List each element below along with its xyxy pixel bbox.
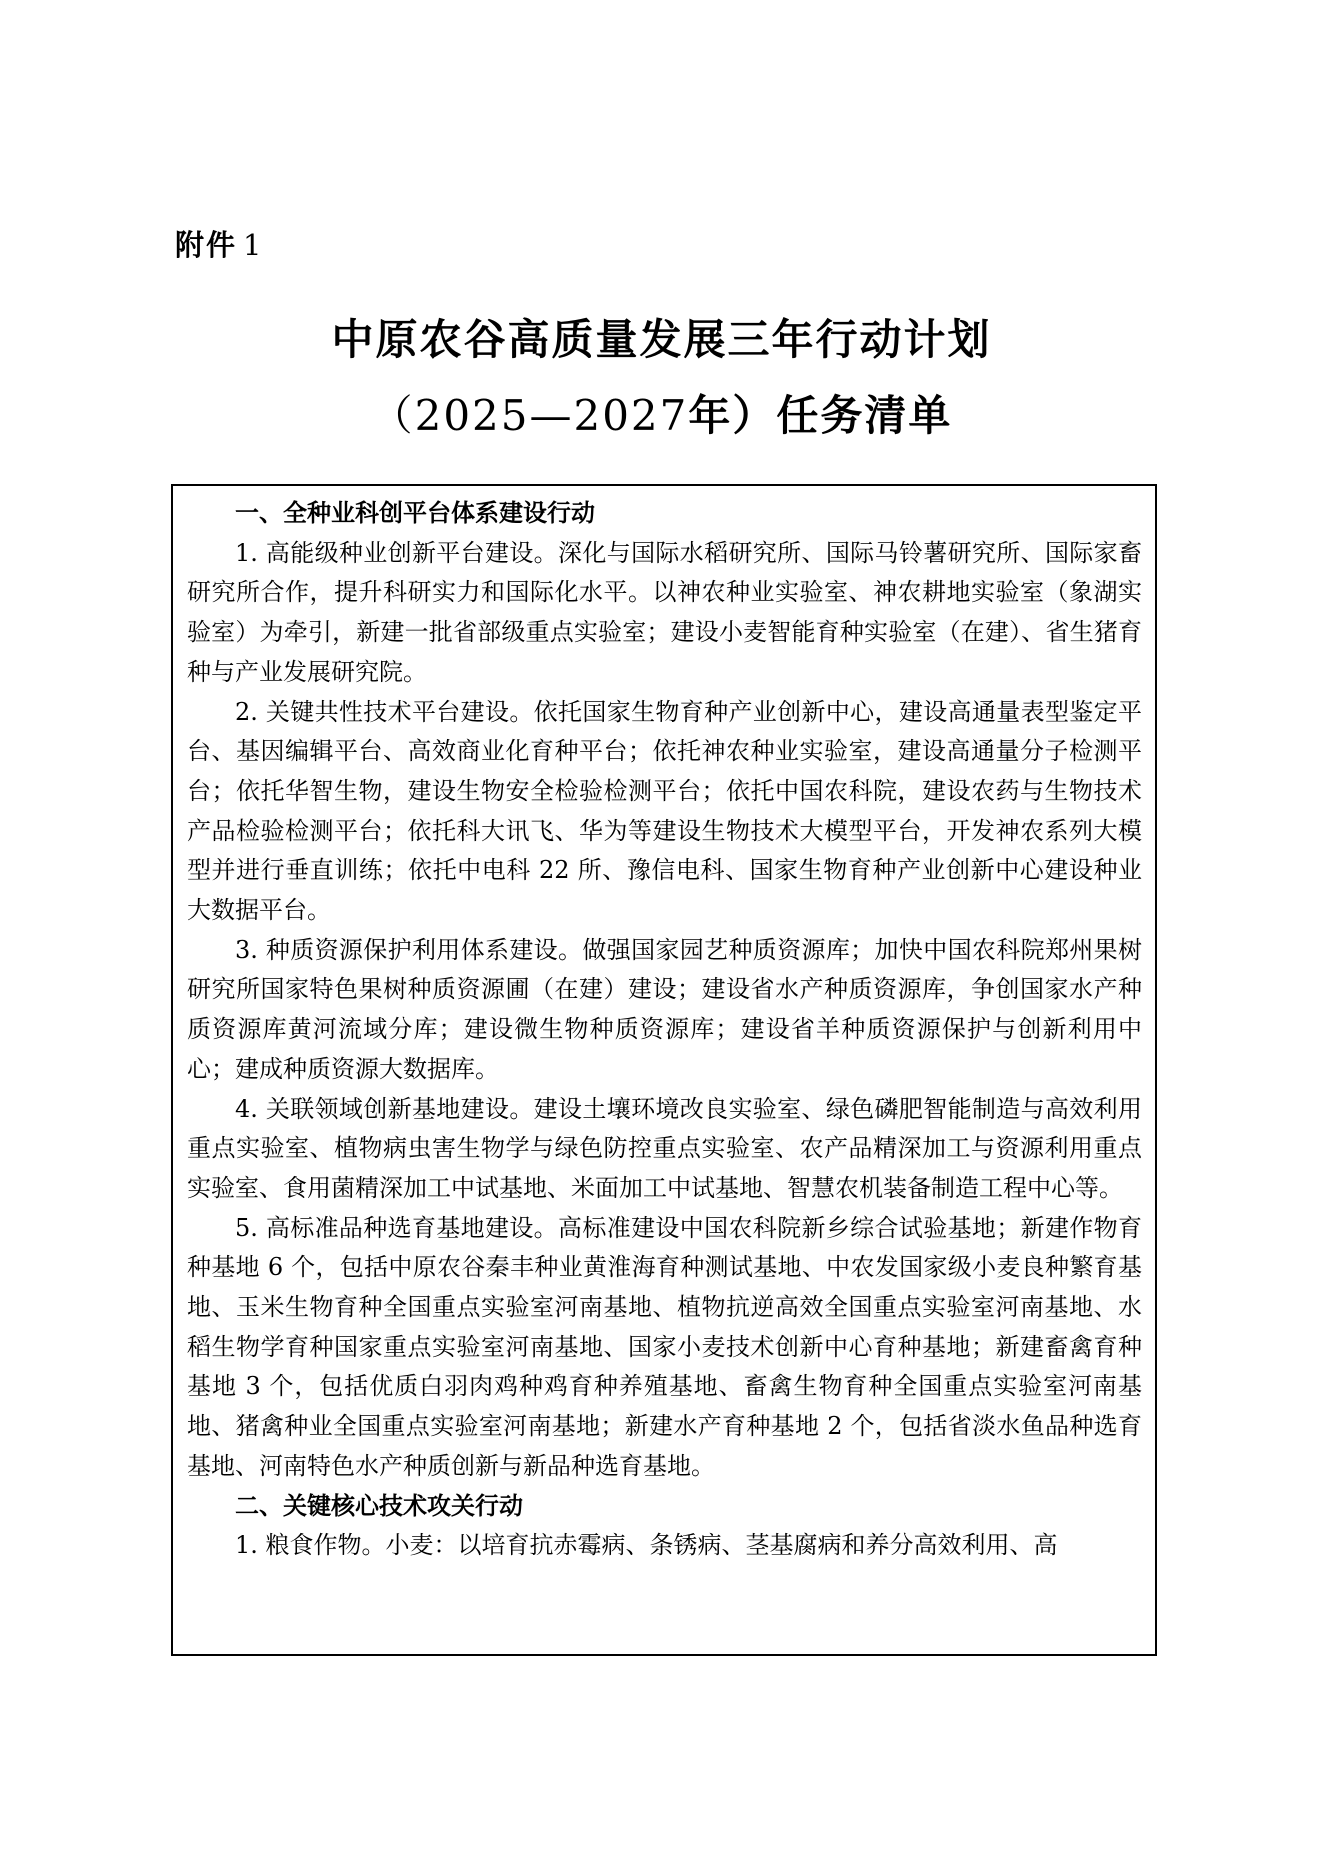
document-title: 中原农谷高质量发展三年行动计划 — [331, 315, 992, 364]
subtitle-year-range: （2025—2027 — [370, 391, 689, 440]
task-item: 1. 高能级种业创新平台建设。深化与国际水稻研究所、国际马铃薯研究所、国际家畜研究所合作，提升科研实力和国际化水平。以神农种业实验室、神农耕地实验室（象湖实验室）为牵引，新建一批省部级重点实验室；建设小麦智能育种实验室（在建）、省生猪育种与产业发展研究院。 — [187, 538, 1142, 686]
section-heading: 一、全种业科创平台体系建设行动 — [235, 499, 595, 527]
subtitle-text: 年）任务清单 — [688, 391, 953, 440]
task-item: 3. 种质资源保护利用体系建设。做强国家园艺种质资源库；加快中国农科院郑州果树研究所国家特色果树种质资源圃（在建）建设；建设省水产种质资源库，争创国家水产种质资源库黄河流域分库；建设微生物种质资源库；建设省羊种质资源保护与创新利用中心；建成种质资源大数据库。 — [187, 935, 1142, 1083]
section-heading: 二、关键核心技术攻关行动 — [235, 1491, 523, 1520]
task-list-content — [187, 494, 1142, 1566]
task-item: 1. 粮食作物。小麦：以培育抗赤霉病、条锈病、茎基腐病和养分高效利用、高 — [235, 1531, 1058, 1560]
document-subtitle — [0, 383, 1323, 443]
task-item: 4. 关联领域创新基地建设。建设土壤环境改良实验室、绿色磷肥智能制造与高效利用重点实验室、植物病虫害生物学与绿色防控重点实验室、农产品精深加工与资源利用重点实验室、食用菌精深加工中试基地、米面加工中试基地、智慧农机装备制造工程中心等。 — [187, 1094, 1142, 1202]
attachment-text: 附件 — [175, 228, 238, 262]
task-item: 2. 关键共性技术平台建设。依托国家生物育种产业创新中心，建设高通量表型鉴定平台、基因编辑平台、高效商业化育种平台；依托神农种业实验室，建设高通量分子检测平台；依托华智生物，建设生物安全检验检测平台；依托中国农科院，建设农药与生物技术产品检验检测平台；依托科大讯飞、华为等建设生物技术大模型平台，开发神农系列大模型并进行垂直训练；依托中电科 22 所、豫信电科、国家生物育种产业创新中心建设种业大数据平台。 — [187, 697, 1142, 925]
attachment-label — [175, 223, 263, 264]
task-item: 5. 高标准品种选育基地建设。高标准建设中国农科院新乡综合试验基地；新建作物育种基地 6 个，包括中原农谷秦丰种业黄淮海育种测试基地、中农发国家级小麦良种繁育基地、玉米生物育种全国重点实验室河南基地、植物抗逆高效全国重点实验室河南基地、水稻生物学育种国家重点实验室河南基地、国家小麦技术创新中心育种基地；新建畜禽育种基地 3 个，包括优质白羽肉鸡种鸡育种养殖基地、畜禽生物育种全国重点实验室河南基地、猪禽种业全国重点实验室河南基地；新建水产育种基地 2 个，包括省淡水鱼品种选育基地、河南特色水产种质创新与新品种选育基地。 — [187, 1213, 1142, 1480]
task-list-box — [171, 484, 1157, 1656]
attachment-number: 1 — [243, 228, 264, 262]
